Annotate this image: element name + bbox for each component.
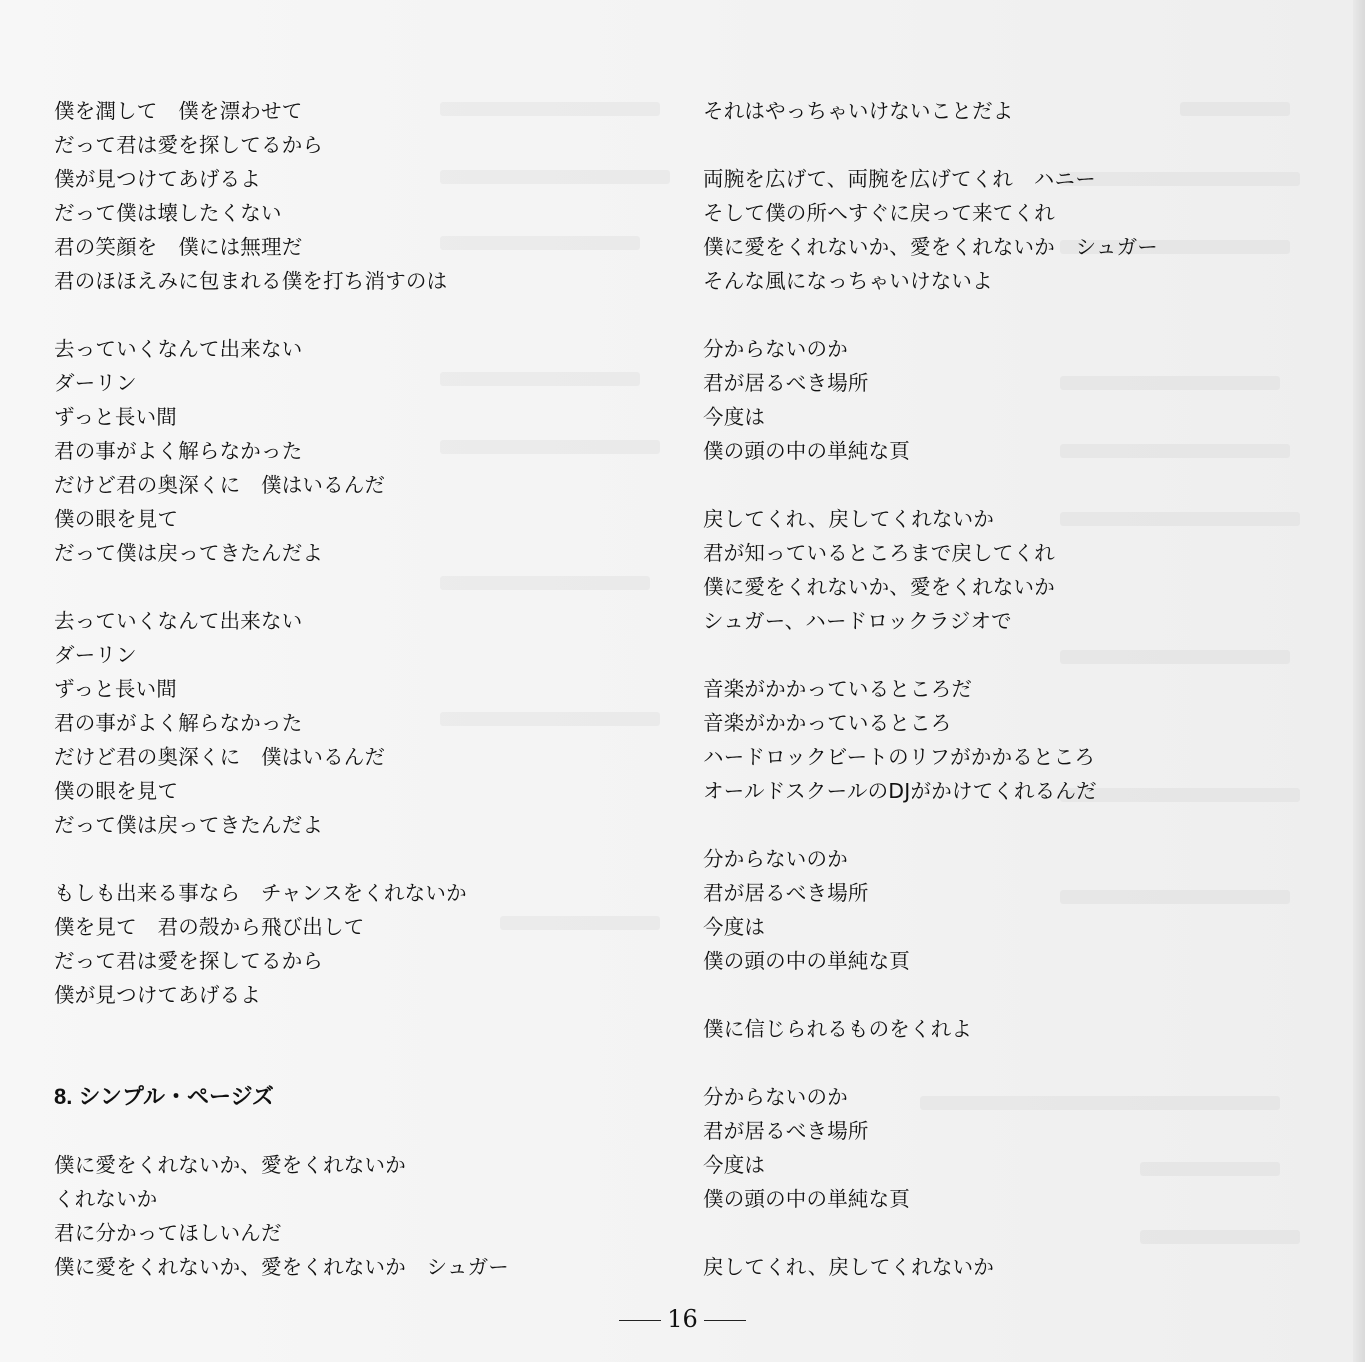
lyric-line: もしも出来る事なら チャンスをくれないか xyxy=(54,881,467,905)
lyric-line: 僕の頭の中の単純な頁 xyxy=(703,439,910,463)
lyric-line: 君のほほえみに包まれる僕を打ち消すのは xyxy=(54,269,448,293)
lyric-line: 君が居るべき場所 xyxy=(703,371,869,395)
lyric-line: 音楽がかかっているところだ xyxy=(703,677,973,701)
lyric-stanza xyxy=(703,94,1323,128)
lyric-stanza xyxy=(54,332,674,570)
lyric-line: 君が知っているところまで戻してくれ xyxy=(703,541,1055,565)
lyric-line: ダーリン xyxy=(54,643,137,667)
page-number-dash-right xyxy=(704,1320,746,1321)
lyric-line: 君が居るべき場所 xyxy=(703,1119,869,1143)
lyric-line: 僕の頭の中の単純な頁 xyxy=(703,949,910,973)
lyric-line: 僕の眼を見て xyxy=(54,507,179,531)
lyric-line: 僕に信じられるものをくれよ xyxy=(703,1017,973,1041)
lyric-line: 分からないのか xyxy=(703,337,848,361)
lyric-line: 去っていくなんて出来ない xyxy=(54,609,303,633)
lyric-stanza xyxy=(54,1148,674,1284)
lyric-stanza xyxy=(54,604,674,842)
right-lyrics-column xyxy=(703,94,1323,1284)
lyric-line: 僕に愛をくれないか、愛をくれないか シュガー xyxy=(54,1255,509,1279)
left-lyrics-column xyxy=(54,94,674,1284)
lyric-line: それはやっちゃいけないことだよ xyxy=(703,99,1014,123)
page-number-dash-left xyxy=(619,1320,661,1321)
lyric-line: そして僕の所へすぐに戻って来てくれ xyxy=(703,201,1055,225)
lyric-line: そんな風になっちゃいけないよ xyxy=(703,269,993,293)
lyric-line: 僕の頭の中の単純な頁 xyxy=(703,1187,910,1211)
lyric-line: だって君は愛を探してるから xyxy=(54,949,324,973)
lyric-line: 両腕を広げて、両腕を広げてくれ ハニー xyxy=(703,167,1096,191)
lyric-line: ずっと長い間 xyxy=(54,405,177,429)
lyric-line: だって君は愛を探してるから xyxy=(54,133,324,157)
lyric-line: 戻してくれ、戻してくれないか xyxy=(703,1255,995,1279)
lyric-line: 僕に愛をくれないか、愛をくれないか シュガー xyxy=(703,235,1158,259)
lyric-line: だけど君の奥深くに 僕はいるんだ xyxy=(54,473,386,497)
lyric-stanza xyxy=(703,1080,1323,1216)
lyric-line: 今度は xyxy=(703,915,766,939)
page-number xyxy=(0,1305,1365,1333)
page-edge-shadow xyxy=(1353,0,1365,1362)
lyric-stanza xyxy=(703,332,1323,468)
lyric-line: くれないか xyxy=(54,1187,158,1211)
lyric-line: だって僕は壊したくない xyxy=(54,201,282,225)
lyric-stanza xyxy=(54,94,674,298)
lyric-stanza xyxy=(703,1250,1323,1284)
lyric-stanza xyxy=(703,502,1323,638)
lyric-stanza xyxy=(703,1012,1323,1046)
lyric-stanza xyxy=(703,672,1323,808)
lyric-line: だけど君の奥深くに 僕はいるんだ xyxy=(54,745,386,769)
lyric-line: ハードロックビートのリフがかかるところ xyxy=(703,745,1096,769)
lyric-line: だって僕は戻ってきたんだよ xyxy=(54,813,324,837)
lyric-stanza xyxy=(703,162,1323,298)
lyric-line: 君に分かってほしいんだ xyxy=(54,1221,282,1245)
lyric-line: 僕が見つけてあげるよ xyxy=(54,167,261,191)
lyric-line: 去っていくなんて出来ない xyxy=(54,337,303,361)
lyric-line: ダーリン xyxy=(54,371,137,395)
lyric-line: 僕が見つけてあげるよ xyxy=(54,983,261,1007)
lyric-line: シュガー、ハードロックラジオで xyxy=(703,609,1012,633)
lyric-line: 分からないのか xyxy=(703,1085,848,1109)
lyric-line: 今度は xyxy=(703,405,766,429)
lyric-line: 君の笑顔を 僕には無理だ xyxy=(54,235,303,259)
lyric-line: 今度は xyxy=(703,1153,766,1177)
lyric-line: 分からないのか xyxy=(703,847,848,871)
lyric-stanza xyxy=(703,842,1323,978)
lyric-line: 戻してくれ、戻してくれないか xyxy=(703,507,995,531)
lyric-line: オールドスクールのDJがかけてくれるんだ xyxy=(703,779,1097,803)
lyric-line: 音楽がかかっているところ xyxy=(703,711,952,735)
page-number-value: 16 xyxy=(667,1305,698,1333)
lyric-line: 君の事がよく解らなかった xyxy=(54,711,303,735)
lyric-line: だって僕は戻ってきたんだよ xyxy=(54,541,324,565)
lyric-line: 君の事がよく解らなかった xyxy=(54,439,303,463)
lyric-line: 僕に愛をくれないか、愛をくれないか xyxy=(54,1153,406,1177)
lyric-line: ずっと長い間 xyxy=(54,677,177,701)
lyric-line: 僕を見て 君の殻から飛び出して xyxy=(54,915,365,939)
lyric-line: 僕に愛をくれないか、愛をくれないか xyxy=(703,575,1055,599)
lyric-line: 君が居るべき場所 xyxy=(703,881,869,905)
lyric-line: 僕を潤して 僕を漂わせて xyxy=(54,99,303,123)
lyric-stanza xyxy=(54,876,674,1012)
song-heading: 8. シンプル・ページズ xyxy=(54,1084,274,1109)
lyric-line: 僕の眼を見て xyxy=(54,779,179,803)
